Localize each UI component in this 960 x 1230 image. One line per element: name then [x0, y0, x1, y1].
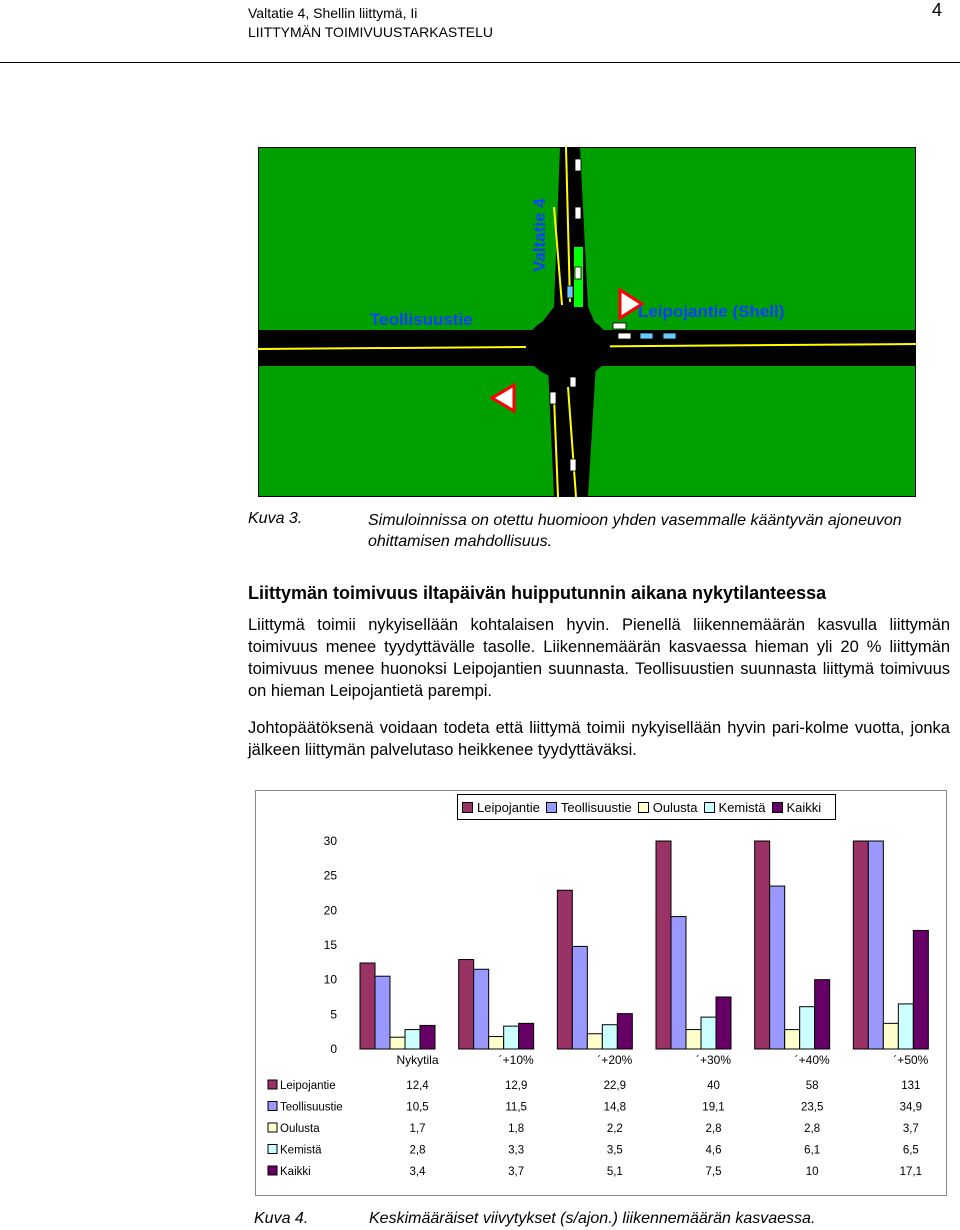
- bar: [898, 1004, 913, 1049]
- bar: [572, 946, 587, 1049]
- table-cell: 1,8: [508, 1123, 525, 1135]
- table-cell: 17,1: [899, 1166, 923, 1178]
- bar: [360, 963, 375, 1049]
- table-cell: 7,5: [705, 1166, 722, 1178]
- bar: [868, 841, 883, 1049]
- bar: [557, 890, 572, 1049]
- bar: [800, 1007, 815, 1049]
- legend-label: Teollisuustie: [560, 799, 632, 815]
- bar: [489, 1037, 504, 1049]
- table-legend-key: [268, 1123, 277, 1132]
- bar: [519, 1023, 534, 1049]
- table-cell: 10: [805, 1166, 819, 1178]
- bar: [770, 886, 785, 1049]
- bar: [587, 1034, 602, 1049]
- figure-4-label: Kuva 4.: [254, 1210, 309, 1227]
- table-cell: 22,9: [603, 1080, 627, 1092]
- table-row-label: Teollisuustie: [280, 1101, 343, 1114]
- table-legend-key: [268, 1145, 277, 1154]
- table-row-label: Kemistä: [280, 1144, 322, 1157]
- table-cell: 14,8: [603, 1101, 627, 1114]
- table-cell: 2,8: [705, 1123, 722, 1135]
- table-cell: 12,4: [406, 1080, 429, 1092]
- label-teollisuustie: Teollisuustie: [370, 310, 473, 329]
- table-legend-key: [268, 1080, 277, 1089]
- table-cell: 3,3: [508, 1144, 525, 1157]
- bar: [602, 1025, 617, 1049]
- table-cell: 40: [707, 1080, 720, 1092]
- x-tick-label: ´+40%: [794, 1053, 830, 1067]
- bar: [459, 960, 474, 1049]
- y-tick-label: 25: [323, 868, 337, 883]
- bar: [716, 997, 731, 1049]
- x-tick-label: Nykytila: [396, 1053, 439, 1067]
- table-cell: 4,6: [705, 1144, 722, 1157]
- bar: [617, 1014, 632, 1049]
- figure-3-label: Kuva 3.: [248, 510, 303, 527]
- y-tick-label: 0: [330, 1042, 337, 1056]
- label-valtatie: Valtatie 4: [530, 198, 549, 272]
- table-cell: 10,5: [406, 1101, 429, 1114]
- table-cell: 2,2: [606, 1123, 623, 1135]
- table-legend-key: [268, 1166, 277, 1175]
- bar: [701, 1017, 716, 1049]
- legend-label: Oulusta: [652, 799, 698, 815]
- paragraph-1: Liittymä toimii nykyisellään kohtalaisen hyvin. Pienellä liikennemäärän kasvulla liittymän toimivuus menee tyydyttävälle tasolle. Liikennemäärän kasvaessa hieman yli 20 % liittymän toimivuus menee huonoksi Leipojantien suunnasta. Teollisuustien suunnasta liittymä toimivuus on hieman Leipojantietä parempi.: [248, 616, 950, 700]
- table-cell: 3,4: [409, 1166, 426, 1178]
- table-cell: 12,9: [504, 1080, 528, 1092]
- legend-label: Kemistä: [718, 799, 766, 815]
- table-cell: 11,5: [505, 1101, 527, 1114]
- bar: [755, 841, 770, 1049]
- legend-label: Kaikki: [786, 799, 822, 815]
- header-line-1: Valtatie 4, Shellin liittymä, Ii: [248, 5, 418, 21]
- y-tick-label: 15: [323, 938, 337, 952]
- bar: [375, 976, 390, 1049]
- table-legend-key: [268, 1102, 277, 1111]
- bar: [883, 1023, 898, 1049]
- figure-4-caption: Keskimääräiset viivytykset (s/ajon.) liikennemäärän kasvaessa.: [369, 1210, 816, 1227]
- bar: [853, 841, 868, 1049]
- y-tick-label: 20: [323, 903, 337, 918]
- table-cell: 2,8: [804, 1123, 821, 1135]
- bar: [504, 1026, 519, 1049]
- bar: [913, 930, 928, 1049]
- x-tick-label: ´+50%: [893, 1053, 929, 1067]
- bar: [671, 917, 686, 1049]
- table-row-label: Leipojantie: [280, 1080, 336, 1092]
- table-cell: 23,5: [800, 1101, 824, 1114]
- table-cell: 6,5: [902, 1144, 919, 1157]
- table-cell: 34,9: [899, 1101, 923, 1114]
- table-cell: 58: [805, 1080, 819, 1092]
- bar: [785, 1030, 800, 1049]
- bar: [656, 841, 671, 1049]
- table-cell: 6,1: [804, 1144, 821, 1157]
- bar: [405, 1030, 420, 1049]
- bar: [474, 969, 489, 1049]
- bar: [390, 1037, 405, 1049]
- table-cell: 5,1: [606, 1166, 623, 1178]
- x-tick-label: ´+20%: [597, 1053, 633, 1067]
- table-row-label: Oulusta: [280, 1123, 320, 1135]
- table-row-label: Kaikki: [280, 1166, 311, 1178]
- table-cell: 19,1: [702, 1101, 725, 1114]
- bar: [420, 1025, 435, 1049]
- table-cell: 3,5: [606, 1144, 623, 1157]
- y-tick-label: 30: [323, 834, 337, 848]
- table-cell: 131: [901, 1080, 921, 1092]
- table-cell: 2,8: [409, 1144, 426, 1157]
- page-number: 4: [931, 0, 942, 20]
- bar: [686, 1030, 701, 1049]
- legend-label: Leipojantie: [477, 799, 540, 815]
- paragraph-2: Johtopäätöksenä voidaan todeta että liittymä toimii nykyisellään hyvin pari-kolme vuotta, jonka jälkeen liittymän palvelutaso heikkenee tyydyttäväksi.: [248, 719, 950, 759]
- header-line-2: LIITTYMÄN TOIMIVUUSTARKASTELU: [248, 24, 494, 40]
- figure-3-caption: Simuloinnissa on otettu huomioon yhden vasemmalle kääntyvän ajoneuvon ohittamisen mahdollisuus.: [368, 512, 902, 550]
- table-cell: 1,7: [409, 1123, 426, 1135]
- y-tick-label: 5: [330, 1007, 337, 1022]
- table-cell: 3,7: [508, 1166, 525, 1178]
- bar: [815, 980, 830, 1049]
- section-heading: Liittymän toimivuus iltapäivän huipputunnin aikana nykytilanteessa: [248, 583, 827, 603]
- x-tick-label: ´+30%: [695, 1053, 732, 1067]
- y-tick-label: 10: [323, 972, 337, 987]
- label-leipojantie: Leipojantie (Shell): [638, 302, 785, 321]
- x-tick-label: ´+10%: [498, 1053, 534, 1067]
- table-cell: 3,7: [902, 1123, 919, 1135]
